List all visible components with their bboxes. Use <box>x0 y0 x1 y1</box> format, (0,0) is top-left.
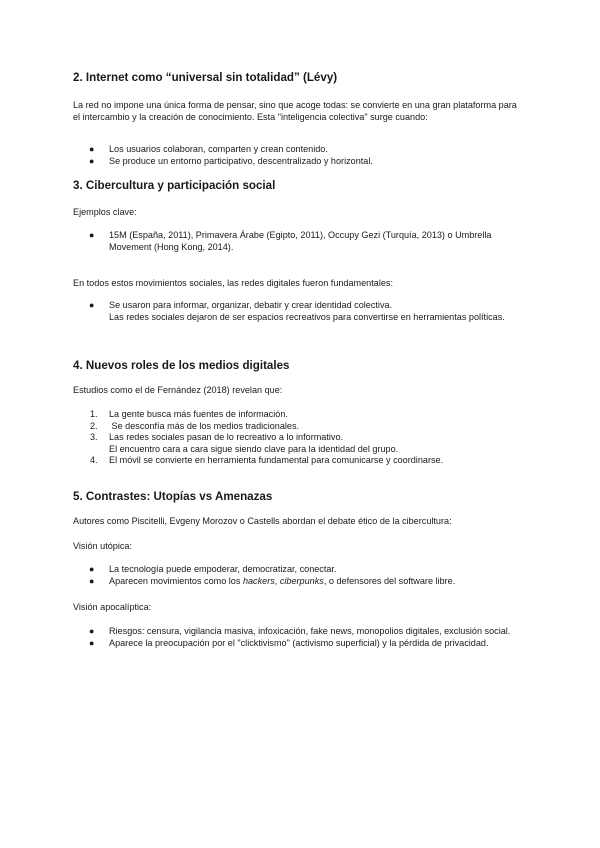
list-number: 1. <box>90 409 98 419</box>
section-4-numbered-list <box>73 409 523 467</box>
list-number: 2. <box>90 420 98 431</box>
section-2-intro: La red no impone una única forma de pensar, sino que acoge todas: se convierte en una gran plataforma para el intercambio y la creación de conocimiento. Esta "inteligencia colectiva" surge cuando: <box>73 100 517 122</box>
section-2-bullets <box>73 144 523 167</box>
utopic-list <box>73 564 523 587</box>
list-item: ● Se usaron para informar, organizar, debatir y crear identidad colectiva. Las redes sociales dejaron de ser espacios recreativos para convertirse en herramientas políticas. <box>89 300 505 322</box>
section-3-paragraph: En todos estos movimientos sociales, las redes digitales fueron fundamentales: <box>73 278 393 288</box>
section-3-bullets <box>73 300 523 323</box>
section-4-heading: 4. Nuevos roles de los medios digitales <box>73 359 290 372</box>
bullet-icon: ● <box>89 230 95 240</box>
list-item: ● La tecnología puede empoderar, democratizar, conectar. <box>89 564 337 574</box>
list-item: ● Los usuarios colaboran, comparten y crean contenido. <box>89 144 328 154</box>
section-3-heading: 3. Cibercultura y participación social <box>73 179 276 192</box>
list-number: 4. <box>90 455 98 466</box>
bullet-icon: ● <box>89 626 95 636</box>
list-item: ● 15M (España, 2011), Primavera Árabe (Egipto, 2011), Occupy Gezi (Turquía, 2013) o Umbrella Movement (Hong Kong, 2014). <box>89 230 492 252</box>
utopic-label: Visión utópica: <box>73 541 132 551</box>
list-item: ● Aparece la preocupación por el "clicktivismo" (activismo superficial) y la pérdida de privacidad. <box>89 637 489 648</box>
apocalyptic-label: Visión apocalíptica: <box>73 602 152 612</box>
list-item: ● Riesgos: censura, vigilancia masiva, infoxicación, fake news, monopolios digitales, exclusión social. <box>89 626 511 636</box>
apocalyptic-list <box>73 626 523 649</box>
section-4-intro: Estudios como el de Fernández (2018) revelan que: <box>73 385 283 395</box>
list-item: 1. La gente busca más fuentes de información. <box>90 409 288 419</box>
examples-list <box>73 230 523 253</box>
bullet-icon: ● <box>89 144 95 154</box>
list-item: 2. Se desconfía más de los medios tradicionales. <box>90 420 300 431</box>
bullet-icon: ● <box>89 300 95 310</box>
examples-label: Ejemplos clave: <box>73 207 137 217</box>
bullet-icon: ● <box>89 637 95 648</box>
section-2-heading: 2. Internet como “universal sin totalidad” (Lévy) <box>73 71 338 84</box>
section-5-heading: 5. Contrastes: Utopías vs Amenazas <box>73 490 273 503</box>
section-5-intro: Autores como Piscitelli, Evgeny Morozov o Castells abordan el debate ético de la cibercultura: <box>73 516 452 526</box>
list-item: ● Aparecen movimientos como los hackers, ciberpunks, o defensores del software libre. <box>89 575 456 586</box>
bullet-icon: ● <box>89 155 95 166</box>
list-item: 4. El móvil se convierte en herramienta fundamental para comunicarse y coordinarse. <box>90 455 444 466</box>
list-item: 3. Las redes sociales pasan de lo recreativo a lo informativo. El encuentro cara a cara sigue siendo clave para la identidad del grupo. <box>90 432 399 454</box>
bullet-icon: ● <box>89 575 95 586</box>
bullet-icon: ● <box>89 564 95 574</box>
list-item: ● Se produce un entorno participativo, descentralizado y horizontal. <box>89 155 373 166</box>
list-number: 3. <box>90 432 98 443</box>
